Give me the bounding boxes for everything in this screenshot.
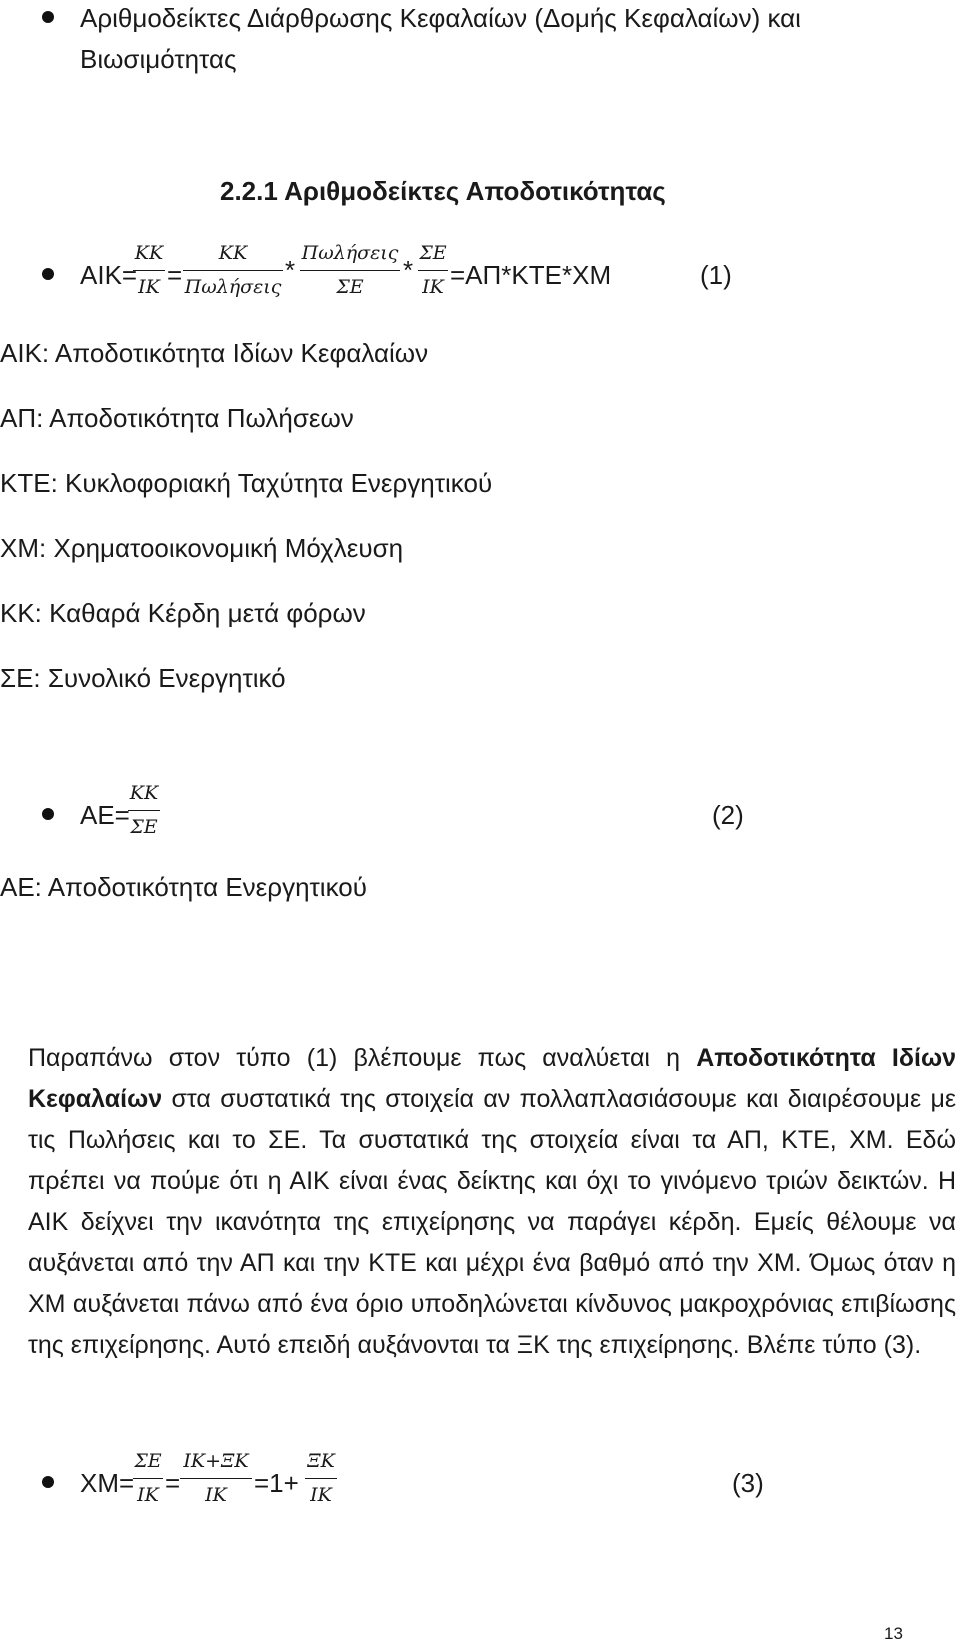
bullet-formula-3 bbox=[42, 1476, 54, 1488]
formula1-number: (1) bbox=[700, 260, 732, 290]
intro-line-2: Βιωσιμότητας bbox=[80, 44, 237, 74]
formula1-fraction-kk-sales: ΚΚ Πωλήσεις bbox=[184, 242, 282, 298]
formula1-equals: = bbox=[167, 260, 183, 290]
section-heading: 2.2.1 Αριθμοδείκτες Αποδοτικότητας bbox=[220, 176, 666, 206]
formula1-lhs: ΑΙΚ= bbox=[80, 260, 138, 290]
formula3-fraction-ik-plus-xk: ΙΚ+ΞΚ ΙΚ bbox=[180, 1450, 252, 1510]
definition-ae: ΑΕ: Αποδοτικότητα Ενεργητικού bbox=[0, 872, 367, 902]
formula3-lhs: ΧΜ= bbox=[80, 1468, 135, 1498]
intro-line-1: Αριθμοδείκτες Διάρθρωσης Κεφαλαίων (Δομής Κεφαλαίων) και bbox=[80, 3, 801, 33]
bullet-formula-1 bbox=[42, 268, 54, 280]
formula3-fraction-xk-ik: ΞΚ ΙΚ bbox=[305, 1450, 337, 1510]
formula1-fraction-se-ik: ΣΕ ΙΚ bbox=[419, 242, 447, 298]
formula1-times-1: * bbox=[285, 255, 296, 285]
definition-se: ΣΕ: Συνολικό Ενεργητικό bbox=[0, 663, 286, 693]
definition-aik: ΑΙΚ: Αποδοτικότητα Ιδίων Κεφαλαίων bbox=[0, 338, 429, 368]
explanation-paragraph: Παραπάνω στον τύπο (1) βλέπουμε πως αναλύεται η Αποδοτικότητα Ιδίων Κεφαλαίων στα συστατικά της στοιχεία αν πολλαπλασιάσουμε και διαιρέσουμε με τις Πωλήσεις και το ΣΕ. Τα συστατικά της στοιχεία είναι τα ΑΠ, ΚΤΕ, ΧΜ. Εδώ πρέπει να πούμε ότι η ΑΙΚ είναι ένας δείκτης και όχι το γινόμενο τριών δεικτών. Η ΑΙΚ δείχνει την ικανότητα της επιχείρησης να παράγει κέρδη. Εμείς θέλουμε να αυξάνεται από την ΑΠ και την ΚΤΕ και μέχρι ένα βαθμό από την ΧΜ. Όμως όταν η ΧΜ αυξάνεται πάνω από ένα όριο υποδηλώνεται κίνδυνος μακροχρόνιας επιβίωσης της επιχείρησης. Αυτό επειδή αυξάνονται τα ΞΚ της επιχείρησης. Βλέπε τύπο (3). bbox=[28, 1044, 956, 1359]
formula1-times-2: * bbox=[403, 255, 414, 285]
formula3-fraction-se-ik: ΣΕ ΙΚ bbox=[134, 1450, 162, 1506]
definition-kte: ΚΤΕ: Κυκλοφοριακή Ταχύτητα Ενεργητικού bbox=[0, 468, 493, 498]
definition-kk: ΚΚ: Καθαρά Κέρδη μετά φόρων bbox=[0, 598, 366, 628]
definition-xm: ΧΜ: Χρηματοοικονομική Μόχλευση bbox=[0, 533, 404, 563]
formula2-fraction-kk-se: ΚΚ ΣΕ bbox=[129, 782, 159, 838]
formula2-lhs: ΑΕ= bbox=[80, 800, 130, 830]
bullet-intro bbox=[42, 11, 54, 23]
definition-ap: ΑΠ: Αποδοτικότητα Πωλήσεων bbox=[0, 403, 354, 433]
bullet-formula-2 bbox=[42, 808, 54, 820]
page-number: 13 bbox=[884, 1624, 903, 1643]
formula2-number: (2) bbox=[712, 800, 744, 830]
formula1-fraction-kk-ik: ΚΚ ΙΚ bbox=[134, 242, 164, 298]
formula1-fraction-sales-se: Πωλήσεις ΣΕ bbox=[301, 242, 399, 298]
formula3-equals: = bbox=[165, 1468, 181, 1498]
emphasis-aik: Αποδοτικότητα Ιδίων Κεφαλαίων bbox=[28, 1044, 956, 1113]
formula3-one-plus: =1+ bbox=[254, 1468, 299, 1498]
formula1-rhs: =ΑΠ*ΚΤΕ*ΧΜ bbox=[450, 260, 612, 290]
formula3-number: (3) bbox=[732, 1468, 764, 1498]
